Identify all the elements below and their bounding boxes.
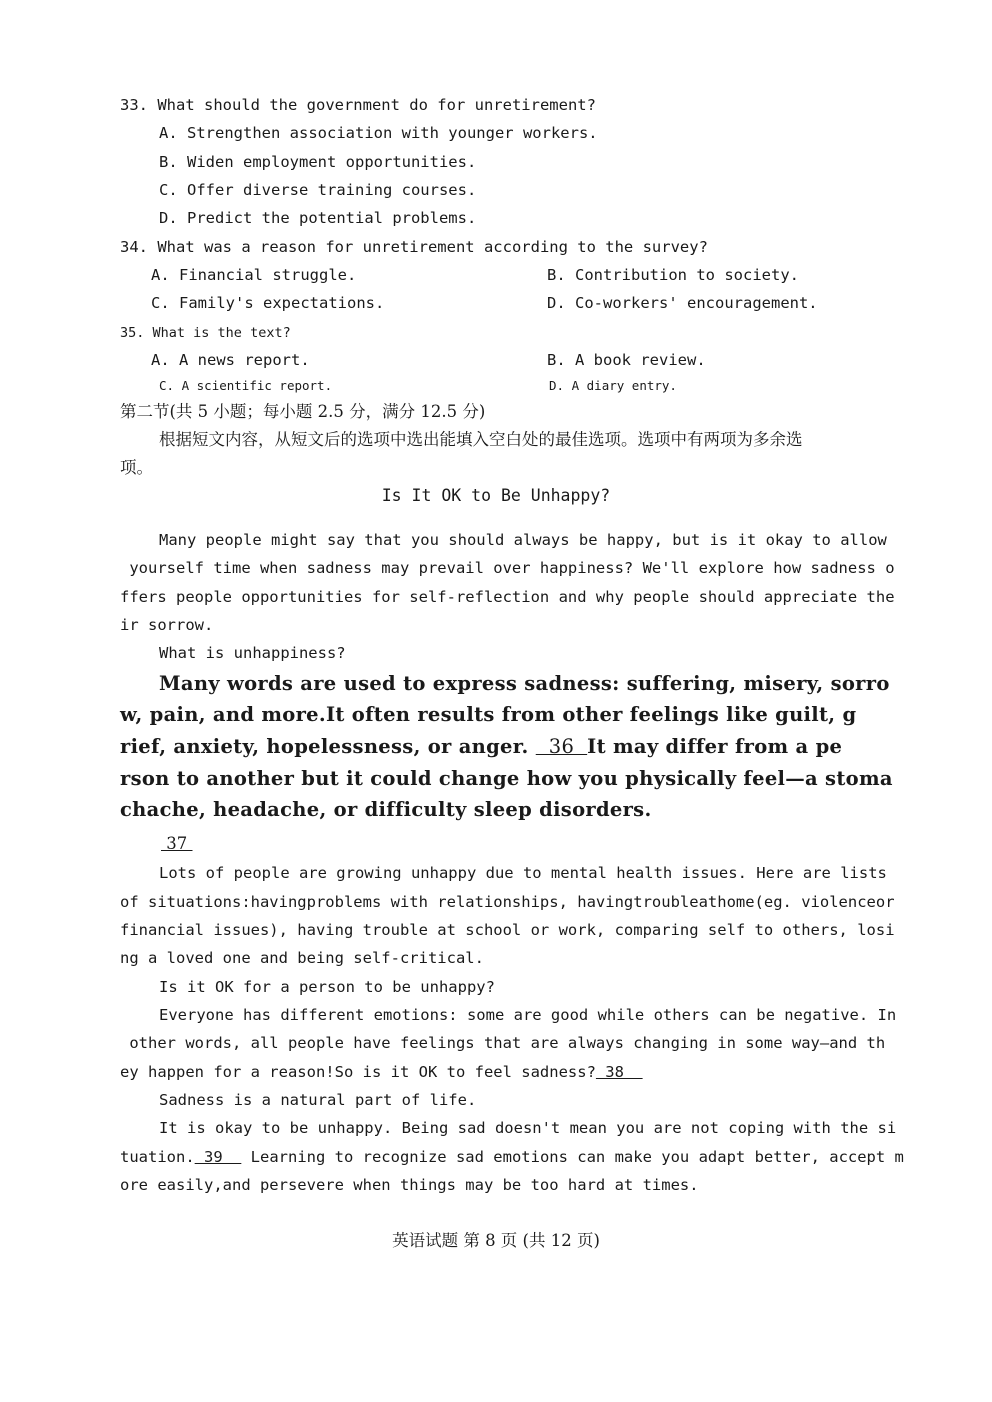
q34-option-d bbox=[547, 293, 818, 313]
blank-36: 36 bbox=[535, 735, 588, 758]
section-heading: 第二节(共 5 小题；每小题 2.5 分，满分 12.5 分) bbox=[120, 402, 486, 421]
q34-option-b bbox=[547, 265, 799, 285]
option-text: Financial struggle. bbox=[179, 266, 357, 284]
section-instruction-line1: 根据短文内容，从短文后的选项中选出能填入空白处的最佳选项。选项中有两项为多余选 bbox=[159, 430, 803, 449]
option-letter: D. bbox=[547, 294, 566, 312]
subheading-is-it-ok: Is it OK for a person to be unhappy? bbox=[159, 978, 495, 996]
option-letter: A. bbox=[159, 124, 178, 142]
option-letter: C. bbox=[151, 294, 170, 312]
option-text: Offer diverse training courses. bbox=[187, 181, 477, 199]
option-text: A book review. bbox=[575, 351, 706, 369]
q34-option-c bbox=[151, 293, 384, 313]
paragraph-3-line1: Lots of people are growing unhappy due to mental health issues. Here are lists bbox=[159, 864, 887, 882]
option-letter: D. bbox=[549, 378, 565, 393]
option-text: A scientific report. bbox=[181, 378, 333, 393]
question-number: 33. bbox=[120, 96, 148, 114]
question-number: 35. bbox=[120, 325, 145, 341]
text-segment: tuation. bbox=[120, 1148, 195, 1166]
text-segment: Learning to recognize sad emotions can make you adapt better, accept m bbox=[241, 1148, 904, 1166]
blank-39: 39 bbox=[194, 1148, 242, 1166]
paragraph-4-line1: Everyone has different emotions: some are good while others can be negative. In bbox=[159, 1006, 897, 1024]
q33-option-d bbox=[159, 208, 476, 228]
paragraph-4-line3 bbox=[120, 1062, 643, 1082]
q35-option-c bbox=[159, 376, 332, 396]
question-text: What should the government do for unretirement? bbox=[157, 96, 596, 114]
option-text: Family's expectations. bbox=[179, 294, 385, 312]
text-segment: It may differ from a pe bbox=[587, 735, 843, 758]
option-letter: C. bbox=[159, 378, 175, 393]
question-text: What was a reason for unretirement according to the survey? bbox=[157, 238, 708, 256]
paragraph-2-line3 bbox=[120, 734, 842, 760]
q33-option-b bbox=[159, 152, 476, 172]
q33-option-a bbox=[159, 123, 598, 143]
paragraph-4-line2: other words, all people have feelings that are always changing in some way—and th bbox=[120, 1034, 886, 1052]
q35-option-b bbox=[547, 350, 706, 370]
subheading-what-is-unhappiness: What is unhappiness? bbox=[159, 644, 346, 662]
text-segment: ey happen for a reason!So is it OK to feel sadness? bbox=[120, 1063, 596, 1081]
section-instruction-line2: 项。 bbox=[120, 458, 153, 477]
paragraph-5: Sadness is a natural part of life. bbox=[159, 1091, 477, 1109]
option-text: Predict the potential problems. bbox=[187, 209, 477, 227]
paragraph-1-line4: ir sorrow. bbox=[120, 616, 214, 634]
paragraph-3-line2: of situations:havingproblems with relationships, havingtroubleathome(eg. violenceor bbox=[120, 893, 895, 911]
paragraph-6-line2 bbox=[120, 1147, 904, 1167]
paragraph-1-line3: ffers people opportunities for self-reflection and why people should appreciate the bbox=[120, 588, 895, 606]
text-segment: rief, anxiety, hopelessness, or anger. bbox=[120, 735, 536, 758]
paragraph-2-line4: rson to another but it could change how you physically feel—a stoma bbox=[120, 767, 893, 790]
paragraph-1-line2: yourself time when sadness may prevail over happiness? We'll explore how sadness o bbox=[120, 559, 895, 577]
option-text: Widen employment opportunities. bbox=[187, 153, 477, 171]
option-text: Co-workers' encouragement. bbox=[575, 294, 818, 312]
option-text: A news report. bbox=[179, 351, 310, 369]
question-34-stem bbox=[120, 237, 708, 257]
passage-title: Is It OK to Be Unhappy? bbox=[381, 486, 611, 505]
blank-38: 38 bbox=[595, 1063, 643, 1081]
question-35-stem bbox=[120, 323, 291, 343]
paragraph-2-line2: w, pain, and more.It often results from other feelings like guilt, g bbox=[120, 703, 857, 726]
option-letter: B. bbox=[159, 153, 178, 171]
paragraph-3-line4: ng a loved one and being self-critical. bbox=[120, 949, 484, 967]
paragraph-6-line3: ore easily,and persevere when things may be too hard at times. bbox=[120, 1176, 699, 1194]
q35-option-d bbox=[549, 376, 677, 396]
question-text: What is the text? bbox=[152, 325, 291, 341]
q33-option-c bbox=[159, 180, 476, 200]
option-text: Contribution to society. bbox=[575, 266, 799, 284]
paragraph-6-line1: It is okay to be unhappy. Being sad doesn't mean you are not coping with the si bbox=[159, 1119, 897, 1137]
q34-option-a bbox=[151, 265, 356, 285]
blank-37: 37 bbox=[161, 834, 193, 853]
option-text: Strengthen association with younger workers. bbox=[187, 124, 598, 142]
option-letter: B. bbox=[547, 266, 566, 284]
option-letter: A. bbox=[151, 266, 170, 284]
option-letter: B. bbox=[547, 351, 566, 369]
page-footer: 英语试题 第 8 页 (共 12 页) bbox=[392, 1231, 600, 1250]
question-33-stem bbox=[120, 95, 596, 115]
paragraph-3-line3: financial issues), having trouble at school or work, comparing self to others, losi bbox=[120, 921, 895, 939]
option-letter: C. bbox=[159, 181, 178, 199]
paragraph-2-line5: chache, headache, or difficulty sleep disorders. bbox=[120, 798, 652, 821]
question-number: 34. bbox=[120, 238, 148, 256]
option-letter: A. bbox=[151, 351, 170, 369]
paragraph-1-line1: Many people might say that you should always be happy, but is it okay to allow bbox=[159, 531, 887, 549]
option-letter: D. bbox=[159, 209, 178, 227]
paragraph-2-line1: Many words are used to express sadness: suffering, misery, sorro bbox=[159, 672, 890, 695]
option-text: A diary entry. bbox=[571, 378, 677, 393]
q35-option-a bbox=[151, 350, 310, 370]
